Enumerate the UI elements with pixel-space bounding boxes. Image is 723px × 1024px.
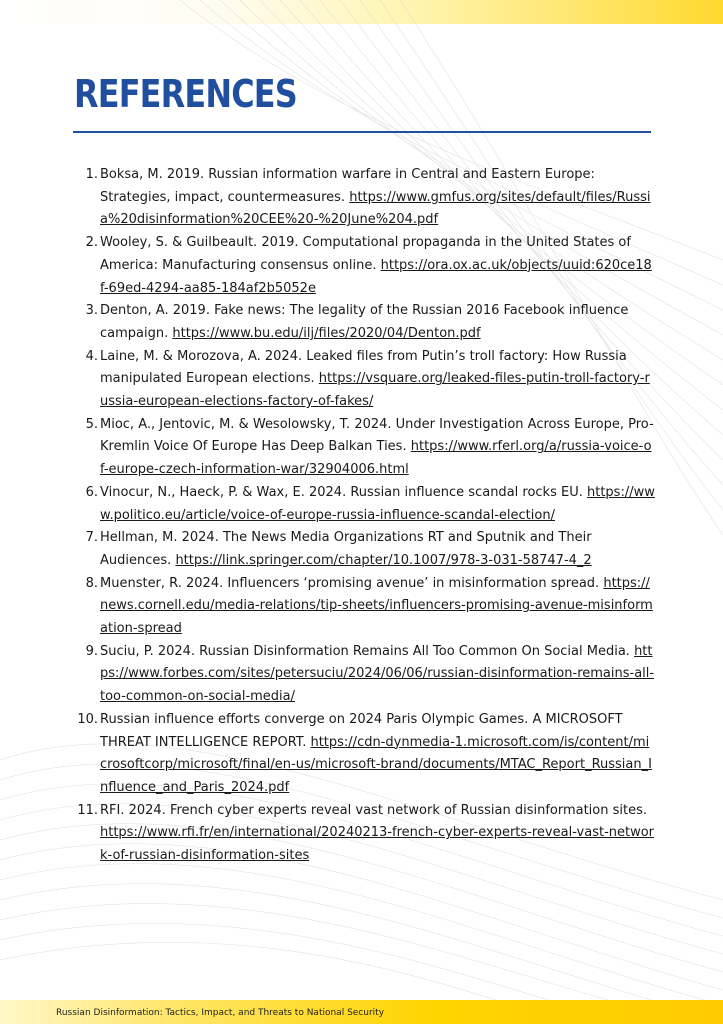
- reference-number: 7.: [85, 530, 98, 546]
- reference-text: Laine, M. & Morozova, A. 2024. Leaked files from Putin’s troll factory: How Russia manipulated European elections.: [100, 348, 627, 387]
- reference-link[interactable]: https://www.rferl.org/a/russia-voice-of-europe-czech-information-war/32904006.html: [100, 439, 652, 478]
- page-title: REFERENCES: [74, 72, 297, 116]
- reference-number: 2.: [85, 235, 98, 251]
- references-list: [76, 164, 656, 868]
- reference-body: [100, 527, 656, 572]
- reference-text: Wooley, S. & Guilbeault. 2019. Computational propaganda in the United States of America: Manufacturing consensus online.: [100, 235, 631, 273]
- reference-body: [100, 300, 656, 345]
- reference-body: [100, 482, 656, 527]
- reference-number: 9.: [85, 643, 98, 659]
- reference-text: Mioc, A., Jentovic, M. & Wesolowsky, T. 2024. Under Investigation Across Europe, Pro-Kremlin Voice Of Europe Has Deep Balkan Ties.: [100, 416, 654, 455]
- reference-item: [76, 800, 656, 868]
- reference-text: Suciu, P. 2024. Russian Disinformation Remains All Too Common On Social Media.: [100, 643, 630, 659]
- reference-body: [100, 573, 656, 641]
- reference-item: [76, 414, 656, 482]
- reference-body: [100, 346, 656, 414]
- reference-item: [76, 482, 656, 527]
- reference-item: [76, 346, 656, 414]
- reference-link[interactable]: https://news.cornell.edu/media-relations/tip-sheets/influencers-promising-avenue-misinformation-spread: [100, 575, 653, 637]
- reference-body: [100, 414, 656, 482]
- footer-text: Russian Disinformation: Tactics, Impact, and Threats to National Security: [56, 1008, 385, 1018]
- reference-text: Boksa, M. 2019. Russian information warfare in Central and Eastern Europe: Strategies, impact, countermeasures.: [100, 167, 595, 205]
- reference-number: 10.: [77, 711, 98, 727]
- reference-link[interactable]: https://www.gmfus.org/sites/default/files/Russia%20disinformation%20CEE%20-%20June%204.pdf: [100, 189, 651, 228]
- reference-body: [100, 232, 656, 300]
- reference-link[interactable]: https://vsquare.org/leaked-files-putin-troll-factory-russia-european-elections-factory-of-fakes/: [100, 371, 650, 410]
- reference-text: Russian influence efforts converge on 2024 Paris Olympic Games. A MICROSOFT THREAT INTELLIGENCE REPORT.: [100, 711, 623, 750]
- reference-number: 8.: [85, 575, 98, 591]
- reference-item: [76, 164, 656, 232]
- reference-item: [76, 641, 656, 709]
- reference-text: Muenster, R. 2024. Influencers ‘promising avenue’ in misinformation spread.: [100, 575, 600, 591]
- reference-item: [76, 300, 656, 345]
- reference-link[interactable]: https://www.forbes.com/sites/petersuciu/2024/06/06/russian-disinformation-remains-all-too-common-on-social-media/: [100, 643, 655, 705]
- reference-link[interactable]: https://ora.ox.ac.uk/objects/uuid:620ce18f-69ed-4294-aa85-184af2b5052e: [100, 257, 652, 296]
- reference-number: 11.: [77, 802, 98, 818]
- reference-link[interactable]: https://www.politico.eu/article/voice-of-europe-russia-influence-scandal-election/: [100, 484, 655, 523]
- reference-link[interactable]: https://link.springer.com/chapter/10.1007/978-3-031-58747-4_2: [175, 552, 592, 568]
- reference-body: [100, 800, 656, 868]
- reference-body: [100, 709, 656, 800]
- reference-item: [76, 232, 656, 300]
- footer-band: [0, 1000, 723, 1024]
- reference-text: Hellman, M. 2024. The News Media Organizations RT and Sputnik and Their Audiences.: [100, 530, 592, 568]
- reference-link[interactable]: https://www.bu.edu/ilj/files/2020/04/Denton.pdf: [172, 325, 481, 341]
- reference-number: 6.: [85, 484, 98, 500]
- reference-item: [76, 573, 656, 641]
- reference-item: [76, 527, 656, 572]
- reference-number: 3.: [85, 303, 98, 319]
- reference-number: 5.: [85, 416, 98, 432]
- reference-link[interactable]: https://cdn-dynmedia-1.microsoft.com/is/content/microsoftcorp/microsoft/final/en-us/microsoft-brand/documents/MTAC_Report_Russian_Influence_and_Paris_2024.pdf: [100, 734, 652, 795]
- reference-number: 4.: [85, 348, 98, 364]
- reference-text: Vinocur, N., Haeck, P. & Wax, E. 2024. Russian influence scandal rocks EU.: [100, 484, 583, 500]
- reference-text: RFI. 2024. French cyber experts reveal vast network of Russian disinformation sites.: [100, 802, 648, 818]
- reference-link[interactable]: https://www.rfi.fr/en/international/20240213-french-cyber-experts-reveal-vast-network-of-russian-disinformation-sites: [100, 825, 655, 864]
- reference-item: [76, 709, 656, 800]
- reference-number: 1.: [85, 167, 98, 182]
- reference-text: Denton, A. 2019. Fake news: The legality of the Russian 2016 Facebook influence campaign.: [100, 303, 629, 341]
- header-band: [0, 0, 723, 24]
- reference-body: [100, 641, 656, 709]
- reference-body: [100, 164, 656, 232]
- title-divider: [73, 131, 651, 133]
